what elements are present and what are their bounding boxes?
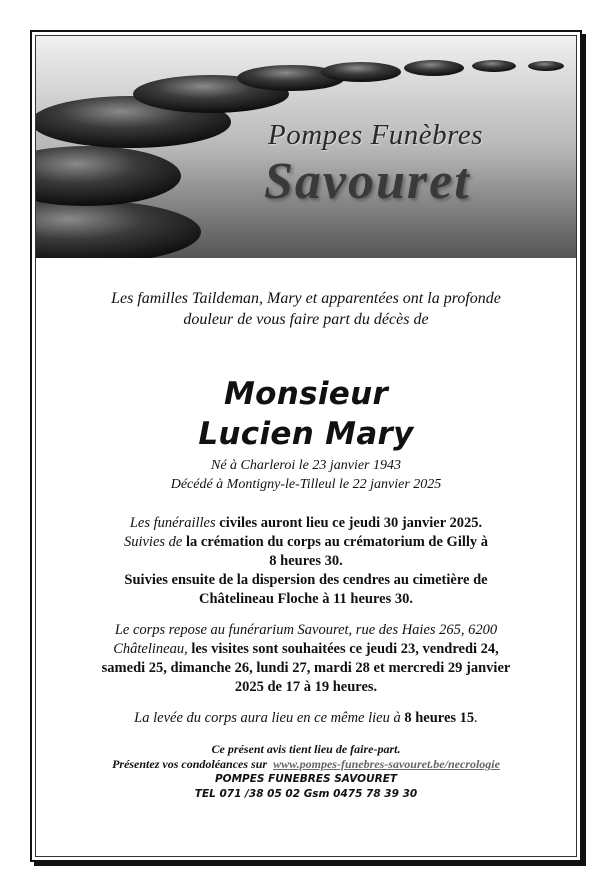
stone-6	[321, 62, 401, 82]
funeral-line4: Suivies ensuite de la dispersion des cendres au cimetière de	[124, 572, 488, 588]
condolences-prefix: Présentez vos condoléances sur	[112, 757, 268, 771]
birth-info: Né à Charleroi le 23 janvier 1943	[210, 458, 402, 473]
levee-text: La levée du corps aura lieu en ce même lieu à	[134, 710, 405, 726]
intro-text	[36, 288, 576, 330]
dates-block	[36, 456, 576, 494]
funeral-line1-b: civiles auront lieu ce jeudi 30 janvier 2025.	[219, 515, 483, 531]
intro-line-1: Les familles Taildeman, Mary et apparentées ont la profonde	[111, 290, 501, 307]
funeral-line3: 8 heures 30.	[269, 553, 343, 569]
deceased-title: Monsieur	[223, 376, 389, 412]
stone-8	[472, 60, 516, 72]
company-phone: TEL 071 /38 05 02 Gsm 0475 78 39 30	[194, 788, 418, 800]
funeral-line2-a: Suivies de	[123, 534, 186, 550]
footer-block	[36, 742, 576, 802]
visits-line3: samedi 25, dimanche 26, lundi 27, mardi 28 et mercredi 29 janvier	[101, 660, 511, 676]
intro-line-2: douleur de vous faire part du décès de	[183, 311, 429, 328]
visits-paragraph	[36, 621, 576, 697]
visits-line2-a: Châtelineau,	[113, 641, 192, 657]
death-info: Décédé à Montigny-le-Tilleul le 22 janvier 2025	[170, 477, 442, 492]
levee-period: .	[474, 710, 478, 726]
notice-content	[36, 258, 576, 802]
brand-title-line1: Pompes Funèbres	[268, 119, 484, 151]
deceased-name-block	[36, 374, 576, 454]
deceased-name: Lucien Mary	[198, 416, 414, 452]
funeral-line5: Châtelineau Floche à 11 heures 30.	[198, 591, 413, 607]
funeral-line1-a: Les funérailles	[129, 515, 220, 531]
stone-7	[404, 60, 464, 76]
visits-line2-b: les visites sont souhaitées ce jeudi 23, vendredi 24,	[191, 641, 499, 657]
header-banner	[36, 36, 576, 258]
visits-line4: 2025 de 17 à 19 heures.	[234, 679, 378, 695]
stone-9	[528, 61, 564, 71]
company-name: POMPES FUNEBRES SAVOURET	[214, 773, 398, 785]
levee-time: 8 heures 15	[404, 710, 475, 726]
notice-statement: Ce présent avis tient lieu de faire-part.	[211, 742, 401, 756]
notice-inner-frame	[35, 35, 577, 857]
necrology-link[interactable]: www.pompes-funebres-savouret.be/necrologie	[273, 757, 500, 771]
visits-line1: Le corps repose au funérarium Savouret, rue des Haies 265, 6200	[114, 622, 498, 638]
notice-frame	[30, 30, 582, 862]
condolences-line	[36, 757, 576, 772]
levee-paragraph	[36, 709, 576, 728]
funeral-line2-b: la crémation du corps au crématorium de Gilly à	[185, 534, 489, 550]
funeral-paragraph	[36, 514, 576, 609]
brand-title-line2: Savouret	[264, 153, 471, 210]
